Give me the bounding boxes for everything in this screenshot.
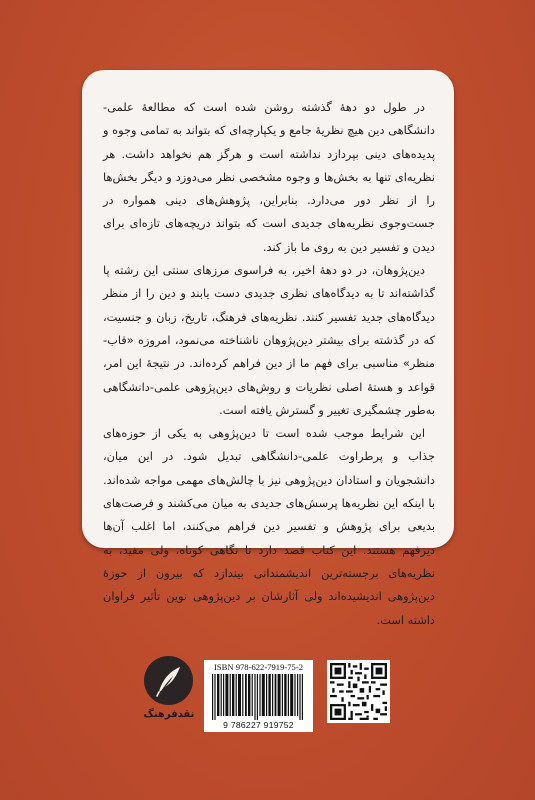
blurb-paragraph-2: دین‌پژوهان، در دو دههٔ اخیر، به فراسوی مرزهای سنتی این رشته پا گذاشته‌اند تا به دیدگاه‌های نظری جدیدی دست یابند و دین را از منظر دیدگاه‌های جدید تفسیر کنند. نظریه‌های فرهنگ، تاریخ، زبان و جنسیت، که در گذشته برای بیشتر دین‌پژوهان ناشناخته می‌نمود، امروزه «قاب-منظر» مناسبی برای فهم ما از دین فراهم کرده‌اند. در نتیجهٔ این امر، قواعد و هستهٔ اصلی نظریات و روش‌های دین‌پژوهی علمی-دانشگاهی به‌طور چشمگیری تغییر و گسترش یافته است.: [103, 263, 435, 417]
barcode-digits: 9 786227 919752: [223, 720, 294, 730]
publisher-logo-icon: [144, 656, 193, 705]
blurb-paragraph-3: این شرایط موجب شده است تا دین‌پژوهی به یکی از حوزه‌های جذاب و پرطراوت علمی-دانشگاهی تبدیل شود. در این میان، دانشجویان و استادان دین‌پژوهی نیز با چالش‌های مهمی مواجه شده‌اند. با اینکه این نظریه‌ها پرسش‌های جدیدی به میان می‌کشند و فرصت‌های بدیعی برای پژوهش و تفسیر دین فراهم می‌کنند، اما اغلب آن‌ها دیرفهم هستند. این کتاب قصد دارد تا نگاهی کوتاه، ولی مفید، به نظریه‌های برجسته‌ترین اندیشمندانی بیندازد که بیرون از حوزهٔ دین‌پژوهی اندیشیده‌اند ولی آثارشان بر دین‌پژوهی نوین تأثیر فراوان داشته است.: [103, 426, 435, 627]
publisher-name: نقدفرهنگ: [143, 709, 195, 720]
qr-code-icon: [330, 663, 387, 720]
qr-code: [327, 660, 390, 723]
barcode-icon: [212, 674, 305, 720]
isbn-barcode-box: [204, 660, 313, 732]
isbn-label: ISBN 978-622-7919-75-2: [213, 662, 304, 672]
blurb-panel: [82, 70, 454, 627]
quill-feather-icon: [144, 656, 193, 705]
blurb-paragraph-1: در طول دو دههٔ گذشته روشن شده است که مطالعهٔ علمی-دانشگاهی دین هیچ نظریهٔ جامع و یکپارچه‌ای که بتواند به تمامی وجوه و پدیده‌های دینی بپردازد نداشته است و هرگز هم نخواهد داشت. هر نظریه‌ای تنها به بخش‌ها و وجوه مشخصی نظر می‌دوزد و دیگر بخش‌ها را از نظر دور می‌دارد. بنابراین، پژوهش‌های دینی همواره در جست‌وجوی نظریه‌های جدیدی است که بتواند دریچه‌های تازه‌ای برای دیدن و تفسیر دین به روی ما باز کند.: [103, 100, 435, 254]
